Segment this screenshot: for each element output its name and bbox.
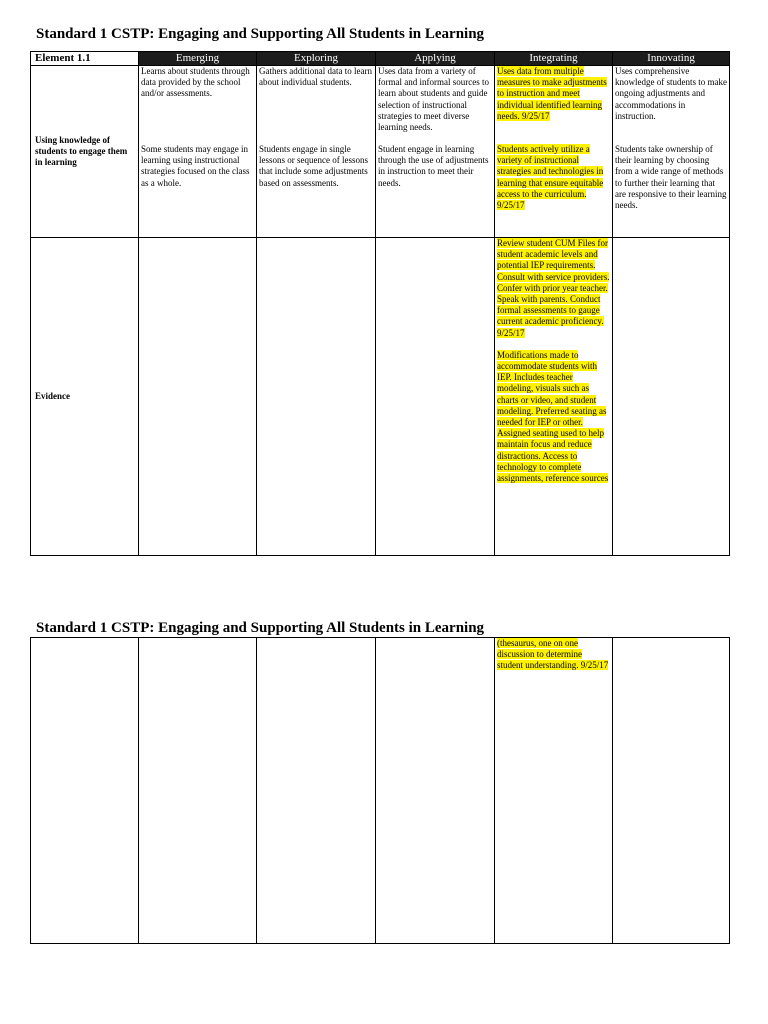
column-header-innovating: Innovating — [613, 52, 730, 66]
evidence-integrating-2: Modifications made to accommodate students with IEP. Includes teacher modeling, visuals such as charts or video, and student modeling. Preferred seating as needed for IEP or other. Assigned seating used to help maintain focus and reduce distractions. Access to technology to complete assignments, reference sources — [497, 349, 609, 484]
cell-innovating — [613, 66, 730, 238]
continuation-integrating-text: (thesaurus, one on one discussion to determine student understanding. 9/25/17 — [497, 638, 609, 671]
row-label: Using knowledge of students to engage them in learning — [31, 66, 139, 238]
evidence-emerging — [139, 238, 257, 556]
evidence-integrating-1: Review student CUM Files for student academic levels and potential IEP requirements. Consult with service providers. Confer with prior year teacher. Speak with parents. Conduct formal assessments to gauge current academic proficiency. 9/25/17 — [497, 238, 610, 338]
evidence-integrating — [495, 238, 613, 556]
descriptor-applying-2: Student engage in learning through the use of adjustments in instruction to meet their needs. — [378, 144, 489, 188]
continuation-emerging — [139, 638, 257, 944]
column-header-integrating: Integrating — [495, 52, 613, 66]
column-header-exploring: Exploring — [257, 52, 376, 66]
cell-integrating — [495, 66, 613, 238]
continuation-innovating — [613, 638, 730, 944]
evidence-applying — [376, 238, 495, 556]
continuation-applying — [376, 638, 495, 944]
continuation-label — [31, 638, 139, 944]
standards-table-continued — [30, 637, 730, 944]
continuation-exploring — [257, 638, 376, 944]
page-title-continued: Standard 1 CSTP: Engaging and Supporting All Students in Learning — [36, 620, 485, 636]
column-header-applying: Applying — [376, 52, 495, 66]
descriptor-exploring-1: Gathers additional data to learn about individual students. — [259, 66, 372, 88]
descriptor-integrating-2: Students actively utilize a variety of instructional strategies and technologies in learning that ensure equitable access to the curriculum. 9/25/17 — [497, 144, 604, 211]
cell-applying — [376, 66, 495, 238]
evidence-label: Evidence — [31, 238, 139, 556]
evidence-innovating — [613, 238, 730, 556]
descriptor-exploring-2: Students engage in single lessons or sequence of lessons that include some adjustments based on assessments. — [259, 144, 368, 188]
descriptor-innovating-1: Uses comprehensive knowledge of students to make ongoing adjustments and accommodations in instruction. — [615, 66, 727, 121]
continuation-row — [31, 638, 730, 944]
element-label: Element 1.1 — [31, 52, 139, 66]
descriptor-emerging-2: Some students may engage in learning using instructional strategies focused on the class as a whole. — [141, 144, 250, 188]
continuation-integrating — [495, 638, 613, 944]
descriptor-integrating-1: Uses data from multiple measures to make adjustments to instruction and meet individual identified learning needs. 9/25/17 — [497, 66, 607, 121]
evidence-exploring — [257, 238, 376, 556]
descriptor-row — [31, 66, 730, 238]
evidence-row — [31, 238, 730, 556]
column-header-emerging: Emerging — [139, 52, 257, 66]
cell-emerging — [139, 66, 257, 238]
descriptor-innovating-2: Students take ownership of their learning by choosing from a wide range of methods to further their learning that are responsive to their learning needs. — [615, 144, 727, 211]
page-title: Standard 1 CSTP: Engaging and Supporting All Students in Learning — [36, 26, 485, 42]
descriptor-applying-1: Uses data from a variety of formal and informal sources to learn about students and guide selection of instructional strategies to meet diverse learning needs. — [378, 66, 489, 133]
descriptor-emerging-1: Learns about students through data provided by the school and/or assessments. — [141, 66, 250, 99]
standards-table — [30, 51, 730, 556]
cell-exploring — [257, 66, 376, 238]
header-row — [31, 52, 730, 66]
